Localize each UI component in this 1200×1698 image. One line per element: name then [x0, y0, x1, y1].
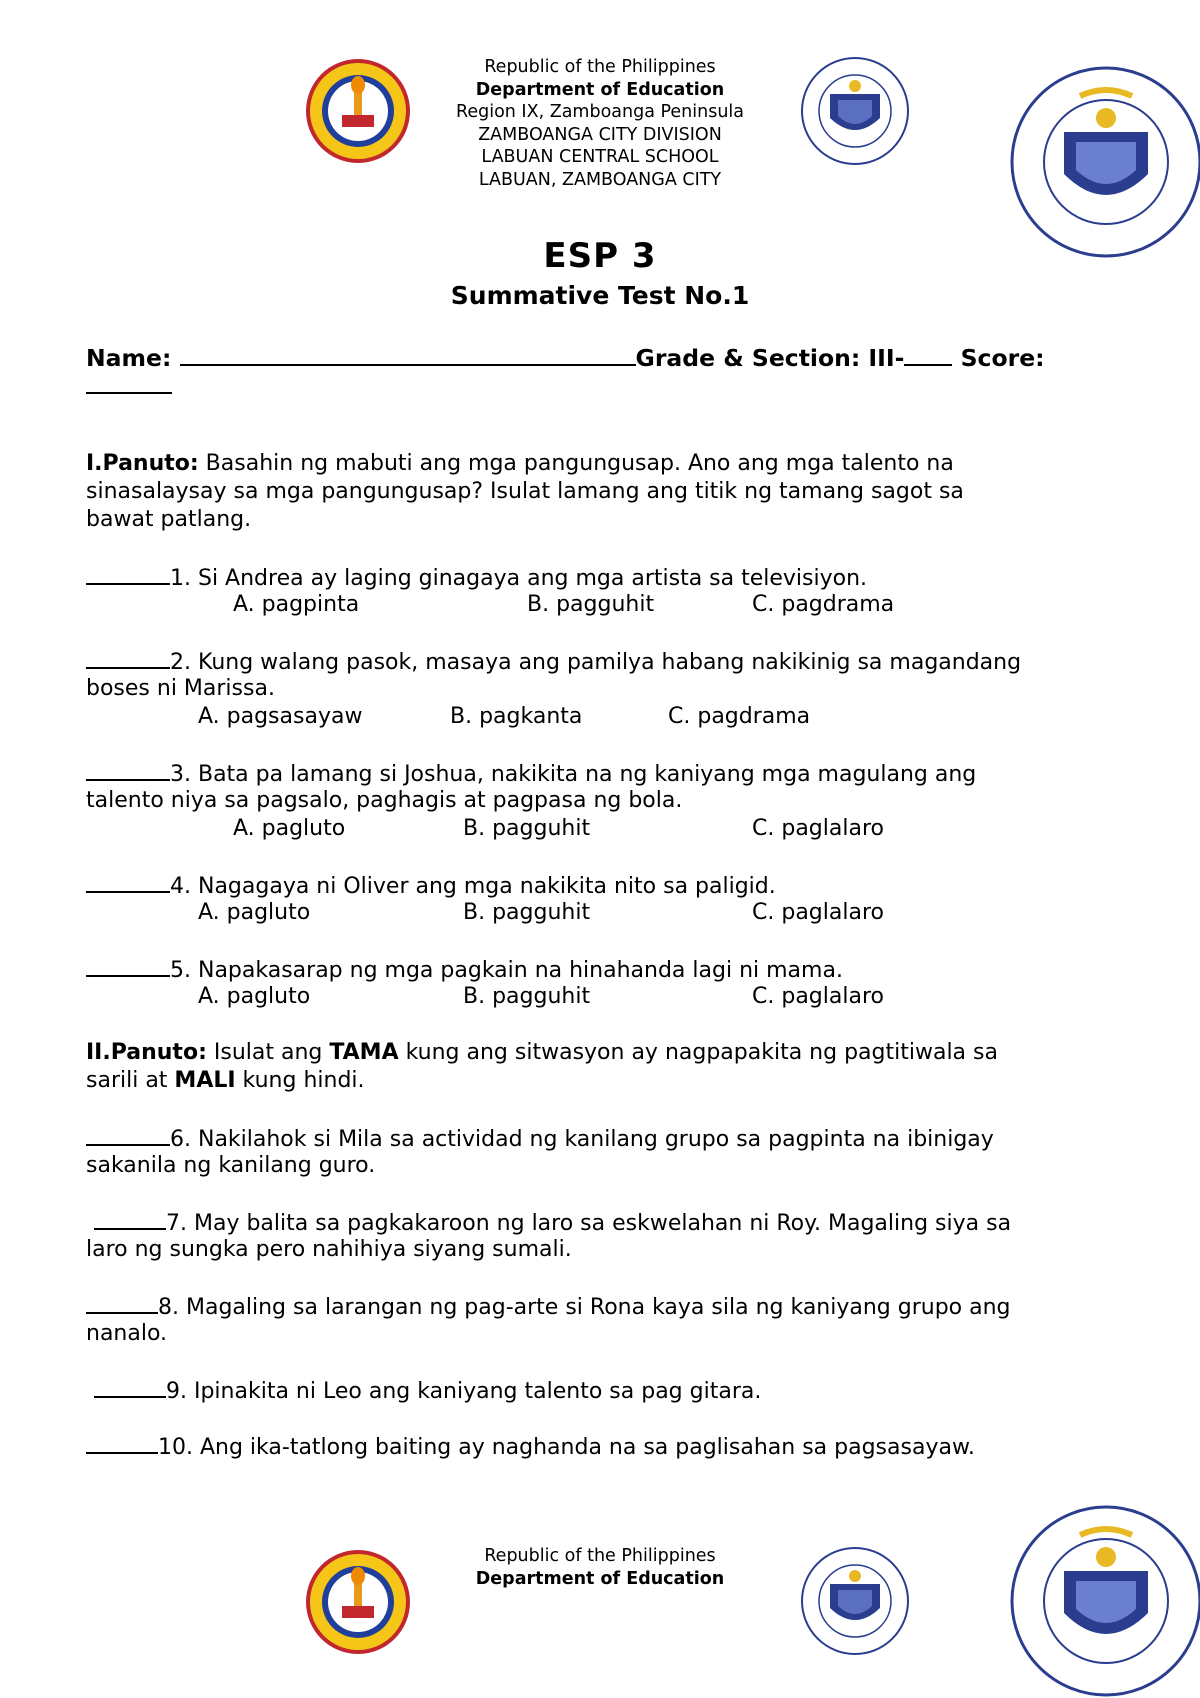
part2-label: II.Panuto: — [86, 1040, 207, 1065]
option-5b: B. pagguhit — [463, 984, 591, 1009]
answer-blank-10[interactable] — [86, 1432, 158, 1454]
question-8 — [86, 1292, 1011, 1322]
page-subtitle: Summative Test No.1 — [450, 281, 750, 310]
footer-republic: Republic of the Philippines — [484, 1546, 716, 1566]
deped-seal-small — [800, 56, 910, 166]
footer-school-seal — [304, 1548, 412, 1656]
part2-instructions — [86, 1039, 998, 1067]
option-2c: C. pagdrama — [668, 704, 811, 729]
question-10 — [86, 1432, 975, 1462]
part2-text-2 — [86, 1067, 365, 1095]
answer-blank-7[interactable] — [94, 1208, 166, 1230]
option-3b: B. pagguhit — [463, 816, 591, 841]
question-1 — [86, 563, 867, 593]
option-1a: A. pagpinta — [233, 592, 360, 617]
option-2a: A. pagsasayaw — [198, 704, 363, 729]
question-3-text: 3. Bata pa lamang si Joshua, nakikita na ng kaniyang mga magulang ang — [170, 762, 977, 787]
question-4-text: 4. Nagagaya ni Oliver ang mga nakikita nito sa paligid. — [170, 874, 776, 899]
letterhead-region: Region IX, Zamboanga Peninsula — [455, 102, 745, 122]
option-4b: B. pagguhit — [463, 900, 591, 925]
answer-blank-3[interactable] — [86, 759, 170, 781]
question-6-text-cont: sakanila ng kanilang guro. — [86, 1153, 376, 1178]
option-3c: C. paglalaro — [752, 816, 884, 841]
question-10-text: 10. Ang ika-tatlong baiting ay naghanda na sa paglisahan sa pagsasayaw. — [158, 1435, 975, 1460]
part2-text-1a: Isulat ang — [206, 1040, 330, 1065]
question-6-text: 6. Nakilahok si Mila sa actividad ng kanilang grupo sa pagpinta na ibinigay — [170, 1127, 994, 1152]
letterhead-republic: Republic of the Philippines — [484, 57, 716, 77]
part2-text-2a: sarili at — [86, 1068, 175, 1093]
letterhead — [400, 56, 800, 191]
name-label: Name: — [86, 344, 172, 372]
answer-blank-2[interactable] — [86, 647, 170, 669]
part1-instructions — [86, 450, 954, 478]
part2-text-1b: kung ang sitwasyon ay nagpapakita ng pagtitiwala sa — [398, 1040, 998, 1065]
option-4a: A. pagluto — [198, 900, 311, 925]
part2-tama: TAMA — [329, 1040, 399, 1065]
part1-text-2: sinasalaysay sa mga pangungusap? Isulat lamang ang titik ng tamang sagot sa — [86, 479, 964, 504]
part1-text-1: Basahin ng mabuti ang mga pangungusap. Ano ang mga talento na — [198, 451, 954, 476]
option-1c: C. pagdrama — [752, 592, 895, 617]
question-3-text-cont: talento niya sa pagsalo, paghagis at pagpasa ng bola. — [86, 788, 683, 813]
question-5 — [86, 955, 843, 985]
letterhead-address: LABUAN, ZAMBOANGA CITY — [478, 169, 722, 190]
question-7-text-cont: laro ng sungka pero nahihiya siyang sumali. — [86, 1237, 572, 1262]
footer-deped-seal-small — [800, 1546, 910, 1656]
school-seal — [304, 57, 412, 165]
question-1-text: 1. Si Andrea ay laging ginagaya ang mga artista sa televisiyon. — [170, 566, 868, 591]
score-label: Score: — [960, 344, 1045, 372]
page-title: ESP 3 — [543, 236, 657, 276]
score-field[interactable] — [86, 372, 172, 394]
letterhead-school: LABUAN CENTRAL SCHOOL — [481, 147, 719, 167]
question-9-text: 9. Ipinakita ni Leo ang kaniyang talento sa pag gitara. — [166, 1379, 762, 1404]
section-field[interactable] — [904, 344, 952, 366]
part2-text-2b: kung hindi. — [235, 1068, 365, 1093]
option-3a: A. pagluto — [233, 816, 346, 841]
grade-label: Grade & Section: III- — [635, 344, 905, 372]
question-8-text: 8. Magaling sa larangan ng pag-arte si Rona kaya sila ng kaniyang grupo ang — [158, 1295, 1011, 1320]
footer-letterhead — [400, 1545, 800, 1590]
part1-label: I.Panuto: — [86, 451, 199, 476]
question-8-text-cont: nanalo. — [86, 1321, 168, 1346]
info-row — [86, 344, 1045, 372]
answer-blank-1[interactable] — [86, 563, 170, 585]
question-6 — [86, 1124, 994, 1154]
answer-blank-5[interactable] — [86, 955, 170, 977]
question-5-text: 5. Napakasarap ng mga pagkain na hinahanda lagi ni mama. — [170, 958, 843, 983]
deped-seal-large — [1010, 66, 1200, 258]
footer-deped-seal-large — [1010, 1505, 1200, 1697]
question-9 — [86, 1376, 761, 1406]
part1-text-3: bawat patlang. — [86, 507, 252, 532]
question-4 — [86, 871, 776, 901]
question-2-text-cont: boses ni Marissa. — [86, 676, 275, 701]
question-3 — [86, 759, 976, 789]
question-7 — [86, 1208, 1011, 1238]
answer-blank-4[interactable] — [86, 871, 170, 893]
option-2b: B. pagkanta — [450, 704, 583, 729]
name-field[interactable] — [180, 344, 636, 366]
footer-department: Department of Education — [475, 1568, 725, 1589]
option-5c: C. paglalaro — [752, 984, 884, 1009]
letterhead-division: ZAMBOANGA CITY DIVISION — [478, 124, 722, 145]
answer-blank-9[interactable] — [94, 1376, 166, 1398]
question-2-text: 2. Kung walang pasok, masaya ang pamilya habang nakikinig sa magandang — [170, 650, 1022, 675]
option-5a: A. pagluto — [198, 984, 311, 1009]
option-4c: C. paglalaro — [752, 900, 884, 925]
option-1b: B. pagguhit — [527, 592, 655, 617]
answer-blank-6[interactable] — [86, 1124, 170, 1146]
answer-blank-8[interactable] — [86, 1292, 158, 1314]
question-2 — [86, 647, 1021, 677]
part2-mali: MALI — [174, 1068, 236, 1093]
letterhead-department: Department of Education — [475, 79, 725, 100]
question-7-text: 7. May balita sa pagkakaroon ng laro sa eskwelahan ni Roy. Magaling siya sa — [166, 1211, 1012, 1236]
